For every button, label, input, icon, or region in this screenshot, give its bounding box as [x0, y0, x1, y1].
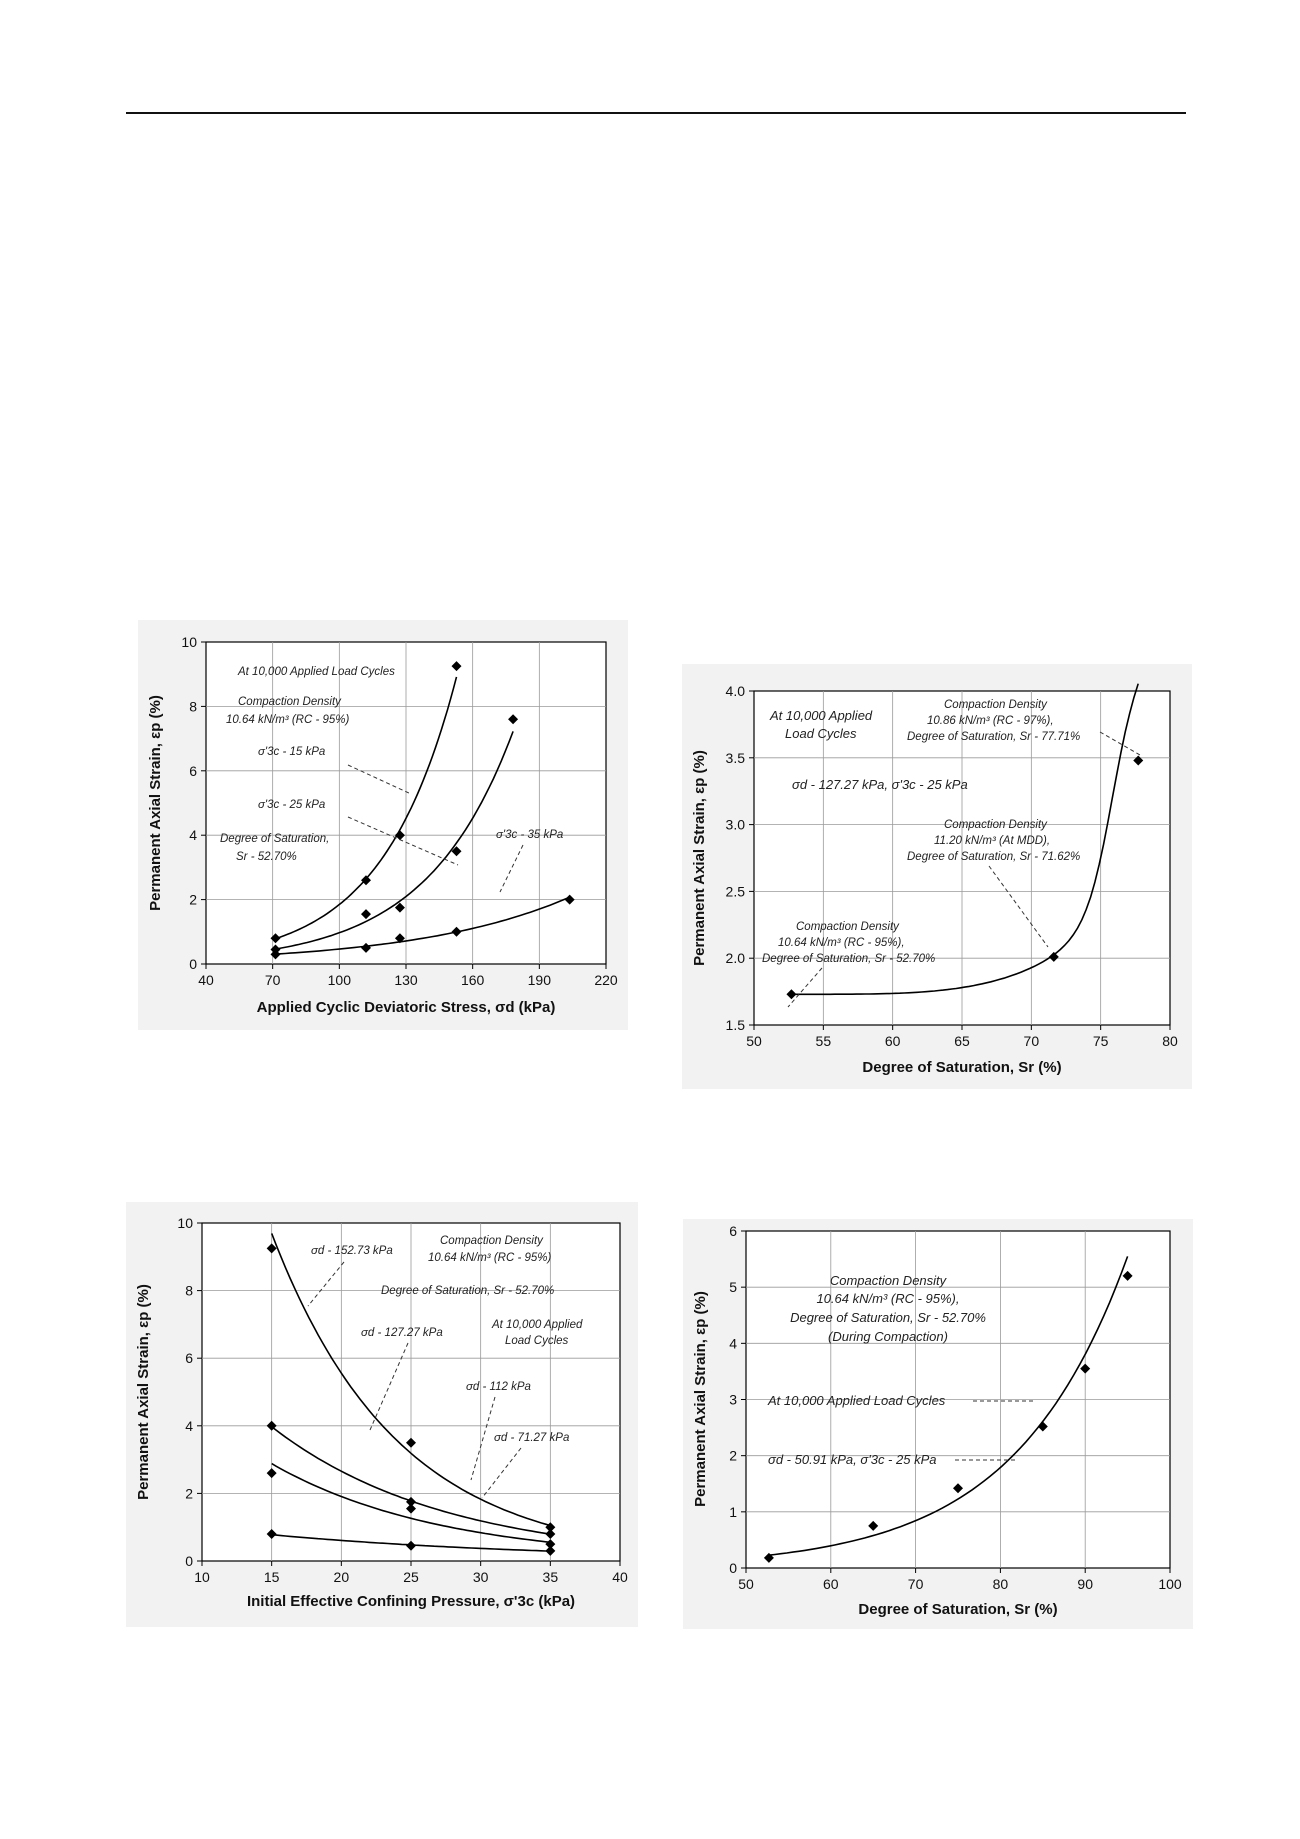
- x-tick-label: 190: [527, 972, 552, 988]
- y-tick-label: 6: [729, 1223, 737, 1239]
- y-tick-label: 6: [189, 762, 197, 779]
- chart-1-ylabel: Permanent Axial Strain, εp (%): [147, 695, 164, 911]
- chart-1-svg: [138, 620, 628, 1030]
- c3-ann-sd127: σd - 127.27 kPa: [361, 1327, 443, 1339]
- x-tick-label: 75: [1092, 1033, 1109, 1049]
- x-tick-label: 55: [815, 1033, 832, 1049]
- chart-4-ylabel: Permanent Axial Strain, εp (%): [692, 1291, 709, 1507]
- c1-ann-compaction: Compaction Density: [238, 696, 341, 708]
- x-tick-label: 90: [1077, 1576, 1093, 1592]
- x-tick-label: 40: [612, 1569, 628, 1585]
- chart-strain-vs-saturation-during-compaction: [683, 1219, 1193, 1629]
- x-tick-label: 100: [1158, 1576, 1182, 1592]
- y-tick-label: 10: [181, 634, 197, 650]
- chart-1-xlabel: Applied Cyclic Deviatoric Stress, σd (kPa): [256, 999, 556, 1016]
- chart-2-ylabel: Permanent Axial Strain, εp (%): [691, 750, 708, 966]
- x-tick-label: 80: [992, 1576, 1009, 1592]
- x-tick-label: 60: [884, 1033, 901, 1049]
- c4-ann-compaction: Compaction Density: [829, 1273, 947, 1288]
- y-tick-label: 3.0: [725, 816, 745, 833]
- c3-ann-load-cycles-2: Load Cycles: [505, 1335, 569, 1347]
- x-tick-label: 35: [542, 1569, 559, 1585]
- chart-strain-vs-deviatoric-stress: [138, 620, 628, 1030]
- c2-ann-load-cycles-2: Load Cycles: [785, 726, 857, 741]
- x-tick-label: 60: [823, 1576, 839, 1592]
- y-tick-label: 8: [189, 698, 197, 715]
- x-tick-label: 70: [1023, 1033, 1040, 1049]
- c2-ann-a3: Degree of Saturation, Sr - 77.71%: [907, 731, 1081, 743]
- x-tick-label: 70: [264, 972, 281, 988]
- chart-3-xlabel: Initial Effective Confining Pressure, σ'3c (kPa): [246, 1593, 576, 1610]
- x-tick-label: 220: [594, 972, 618, 988]
- c1-ann-s35: σ'3c - 35 kPa: [496, 829, 564, 841]
- c3-ann-density: 10.64 kN/m³ (RC - 95%): [428, 1252, 552, 1264]
- y-tick-label: 3: [729, 1391, 737, 1408]
- c2-ann-b2: 11.20 kN/m³ (At MDD),: [934, 835, 1051, 847]
- c2-ann-c2: 10.64 kN/m³ (RC - 95%),: [778, 937, 905, 949]
- y-tick-label: 6: [185, 1350, 193, 1367]
- y-tick-label: 4: [185, 1417, 193, 1434]
- x-tick-label: 50: [746, 1033, 762, 1049]
- c3-ann-compaction: Compaction Density: [440, 1235, 543, 1247]
- c2-ann-c3: Degree of Saturation, Sr - 52.70%: [762, 953, 936, 965]
- y-tick-label: 0: [185, 1553, 193, 1569]
- y-tick-label: 10: [177, 1215, 193, 1231]
- c2-ann-conditions: σd - 127.27 kPa, σ'3c - 25 kPa: [792, 777, 968, 792]
- x-tick-label: 25: [403, 1569, 419, 1585]
- y-tick-label: 2: [729, 1447, 737, 1464]
- x-tick-label: 160: [460, 972, 485, 988]
- y-tick-label: 2.5: [725, 883, 745, 900]
- x-tick-label: 30: [472, 1569, 489, 1585]
- y-tick-label: 3.5: [725, 749, 745, 766]
- c4-ann-density: 10.64 kN/m³ (RC - 95%),: [816, 1291, 960, 1306]
- x-tick-label: 10: [194, 1569, 210, 1585]
- c4-ann-load-cycles: At 10,000 Applied Load Cycles: [768, 1393, 946, 1408]
- y-tick-label: 2.0: [725, 950, 745, 967]
- x-tick-label: 50: [738, 1576, 754, 1592]
- y-tick-label: 2: [185, 1485, 193, 1502]
- c3-ann-load-cycles-1: At 10,000 Applied: [492, 1319, 583, 1331]
- y-tick-label: 2: [189, 891, 197, 908]
- y-tick-label: 4: [189, 827, 197, 844]
- chart-3-svg: [126, 1202, 638, 1627]
- chart-3-ylabel: Permanent Axial Strain, εp (%): [135, 1284, 152, 1500]
- y-tick-label: 8: [185, 1282, 193, 1299]
- c2-ann-c1: Compaction Density: [796, 921, 899, 933]
- x-tick-label: 80: [1162, 1033, 1178, 1049]
- chart-strain-vs-saturation-density: [682, 664, 1192, 1089]
- x-tick-label: 15: [263, 1569, 280, 1585]
- chart-strain-vs-confining-pressure: [126, 1202, 638, 1627]
- chart-4-xlabel: Degree of Saturation, Sr (%): [858, 1601, 1058, 1618]
- c4-ann-during: (During Compaction): [828, 1329, 948, 1344]
- x-tick-label: 40: [198, 972, 214, 988]
- y-tick-label: 4: [729, 1335, 737, 1352]
- c4-ann-conditions: σd - 50.91 kPa, σ'3c - 25 kPa: [768, 1452, 937, 1467]
- c1-ann-s25: σ'3c - 25 kPa: [258, 799, 326, 811]
- x-tick-label: 100: [327, 972, 352, 988]
- chart-4-svg: [683, 1219, 1193, 1629]
- x-tick-label: 20: [333, 1569, 350, 1585]
- page-header-rule: [126, 112, 1186, 114]
- c2-ann-load-cycles-1: At 10,000 Applied: [770, 708, 873, 723]
- x-tick-label: 65: [954, 1033, 970, 1049]
- c1-ann-s15: σ'3c - 15 kPa: [258, 746, 326, 758]
- x-tick-label: 70: [907, 1576, 924, 1592]
- c2-ann-b3: Degree of Saturation, Sr - 71.62%: [907, 851, 1081, 863]
- c2-ann-a1: Compaction Density: [944, 699, 1047, 711]
- c3-ann-sd71: σd - 71.27 kPa: [494, 1432, 570, 1444]
- c3-ann-saturation: Degree of Saturation, Sr - 52.70%: [381, 1285, 555, 1297]
- x-tick-label: 130: [394, 972, 418, 988]
- y-tick-label: 4.0: [725, 683, 745, 699]
- chart-2-xlabel: Degree of Saturation, Sr (%): [862, 1059, 1062, 1076]
- c2-ann-b1: Compaction Density: [944, 819, 1047, 831]
- y-tick-label: 1: [729, 1503, 737, 1520]
- y-tick-label: 0: [189, 956, 197, 972]
- chart-2-svg: [682, 664, 1192, 1089]
- c2-ann-a2: 10.86 kN/m³ (RC - 97%),: [927, 715, 1054, 727]
- c1-ann-sr: Sr - 52.70%: [236, 851, 297, 863]
- c1-ann-saturation: Degree of Saturation,: [220, 833, 330, 845]
- y-tick-label: 0: [729, 1560, 737, 1576]
- c1-ann-load-cycles: At 10,000 Applied Load Cycles: [238, 666, 395, 678]
- y-tick-label: 1.5: [725, 1017, 745, 1033]
- c3-ann-sd112: σd - 112 kPa: [466, 1381, 531, 1393]
- c1-ann-density: 10.64 kN/m³ (RC - 95%): [226, 714, 350, 726]
- c4-ann-saturation: Degree of Saturation, Sr - 52.70%: [790, 1310, 986, 1325]
- c3-ann-sd152: σd - 152.73 kPa: [311, 1245, 393, 1257]
- y-tick-label: 5: [729, 1279, 737, 1296]
